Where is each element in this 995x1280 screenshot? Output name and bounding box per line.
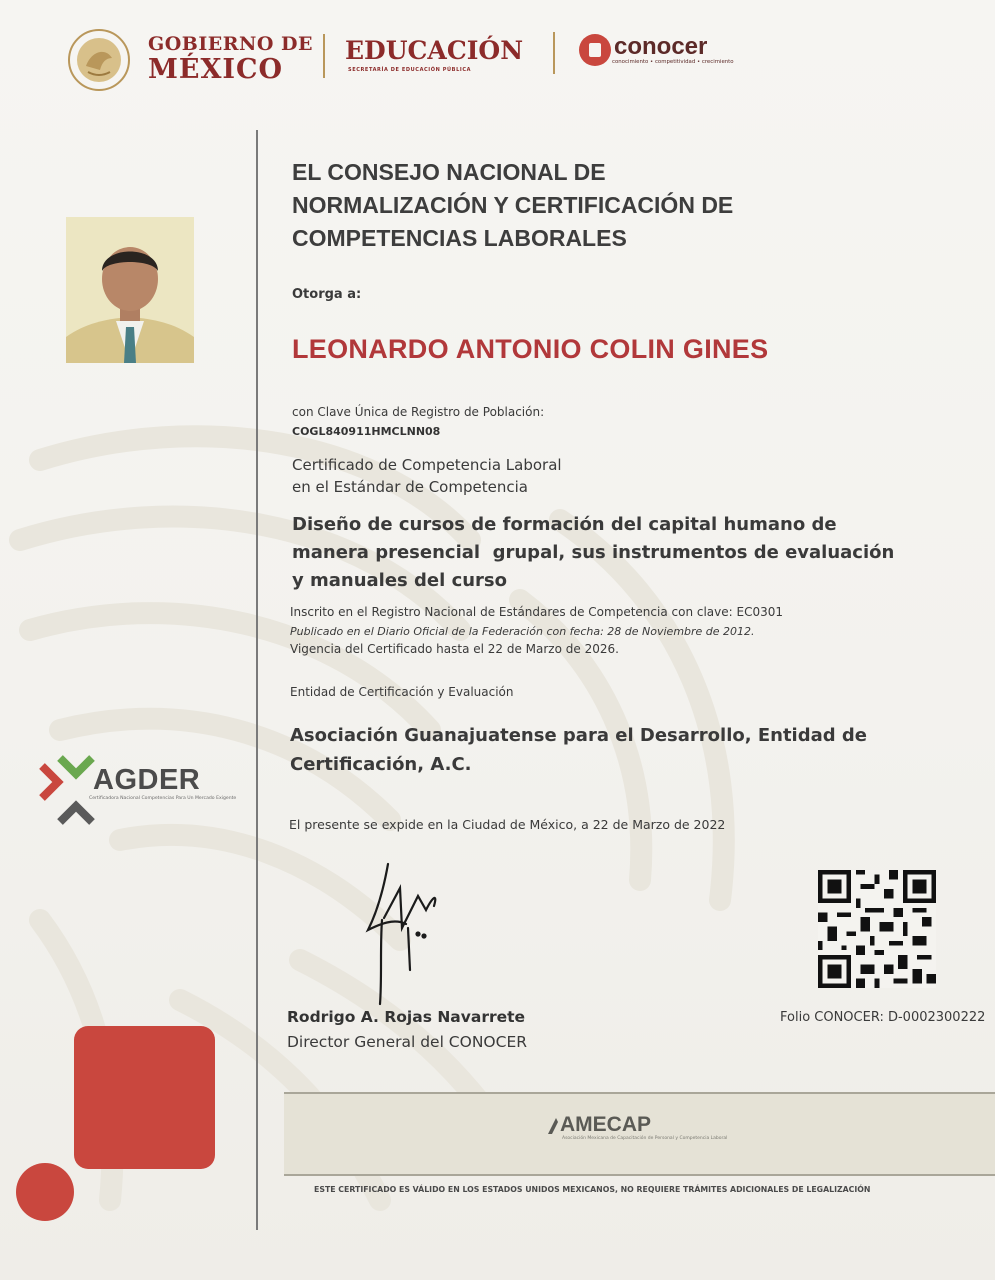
educacion-logo-text: EDUCACIÓN — [345, 36, 524, 65]
educacion-subtitle: SECRETARÍA DE EDUCACIÓN PÚBLICA — [348, 67, 472, 73]
standard-title-line: manera presencial grupal, sus instrumentos de evaluación — [292, 542, 895, 563]
agder-subtitle: Certificadora Nacional Competencias Para Un Mercado Exigente — [89, 796, 237, 801]
entity-line: Asociación Guanajuatense para el Desarrollo, Entidad de — [290, 725, 867, 746]
council-heading-line: EL CONSEJO NACIONAL DE — [292, 159, 606, 185]
conocer-logo-text: conocer — [614, 33, 708, 60]
gobierno-line1: GOBIERNO DE — [148, 33, 313, 55]
decorative-red-circle — [16, 1163, 74, 1221]
recipient-name: LEONARDO ANTONIO COLIN GINES — [292, 334, 769, 364]
amecap-logo-text: AMECAP — [560, 1113, 652, 1136]
registry-line: Inscrito en el Registro Nacional de Estándares de Competencia con clave: EC0301 — [290, 605, 783, 619]
curp-value: COGL840911HMCLNN08 — [292, 425, 441, 438]
signer-name: Rodrigo A. Rojas Navarrete — [287, 1008, 526, 1026]
standard-title-line: y manuales del curso — [292, 570, 508, 591]
signer-title: Director General del CONOCER — [287, 1033, 528, 1051]
header-divider — [553, 32, 555, 74]
conocer-tagline: conocimiento • competitividad • crecimiento — [612, 59, 734, 65]
qr-code — [817, 870, 937, 988]
decorative-red-square — [74, 1026, 215, 1169]
issue-statement: El presente se expide en la Ciudad de México, a 22 de Marzo de 2022 — [289, 817, 726, 832]
publication-line: Publicado en el Diario Oficial de la Federación con fecha: 28 de Noviembre de 2012. — [290, 625, 755, 638]
amecap-subtitle: Asociación Mexicana de Capacitación de Personal y Competencia Laboral — [562, 1136, 728, 1141]
gobierno-line2: MÉXICO — [148, 54, 284, 85]
vertical-rule — [256, 130, 258, 1230]
council-heading — [292, 156, 852, 255]
certificate-type-line1: Certificado de Competencia Laboral — [292, 456, 562, 474]
curp-label: con Clave Única de Registro de Población: — [292, 405, 545, 419]
validity-line: Vigencia del Certificado hasta el 22 de Marzo de 2026. — [290, 642, 619, 656]
certificate-type-line2: en el Estándar de Competencia — [292, 478, 528, 496]
council-heading-line: COMPETENCIAS LABORALES — [292, 225, 627, 251]
competency-standard-title — [292, 511, 895, 595]
certifying-entity — [290, 721, 880, 779]
entity-label: Entidad de Certificación y Evaluación — [290, 685, 514, 699]
amecap-logo-icon — [546, 1116, 558, 1136]
conocer-logo-icon — [578, 33, 612, 67]
standard-title-line: Diseño de cursos de formación del capital humano de — [292, 514, 837, 535]
grants-label: Otorga a: — [292, 287, 362, 302]
legal-validity-note: ESTE CERTIFICADO ES VÁLIDO EN LOS ESTADOS UNIDOS MEXICANOS, NO REQUIERE TRÁMITES ADICIONALES DE LEGALIZACIÓN — [314, 1185, 871, 1194]
folio-number: Folio CONOCER: D-0002300222 — [780, 1010, 986, 1025]
director-signature — [360, 858, 460, 1006]
mexico-coat-of-arms-icon — [66, 28, 132, 92]
agder-logo-text: AGDER — [93, 764, 201, 796]
council-heading-line: NORMALIZACIÓN Y CERTIFICACIÓN DE — [292, 192, 734, 218]
entity-line: Certificación, A.C. — [290, 754, 472, 775]
header-divider — [323, 34, 325, 78]
recipient-photo — [66, 217, 194, 363]
agder-logo-icon — [38, 752, 98, 828]
